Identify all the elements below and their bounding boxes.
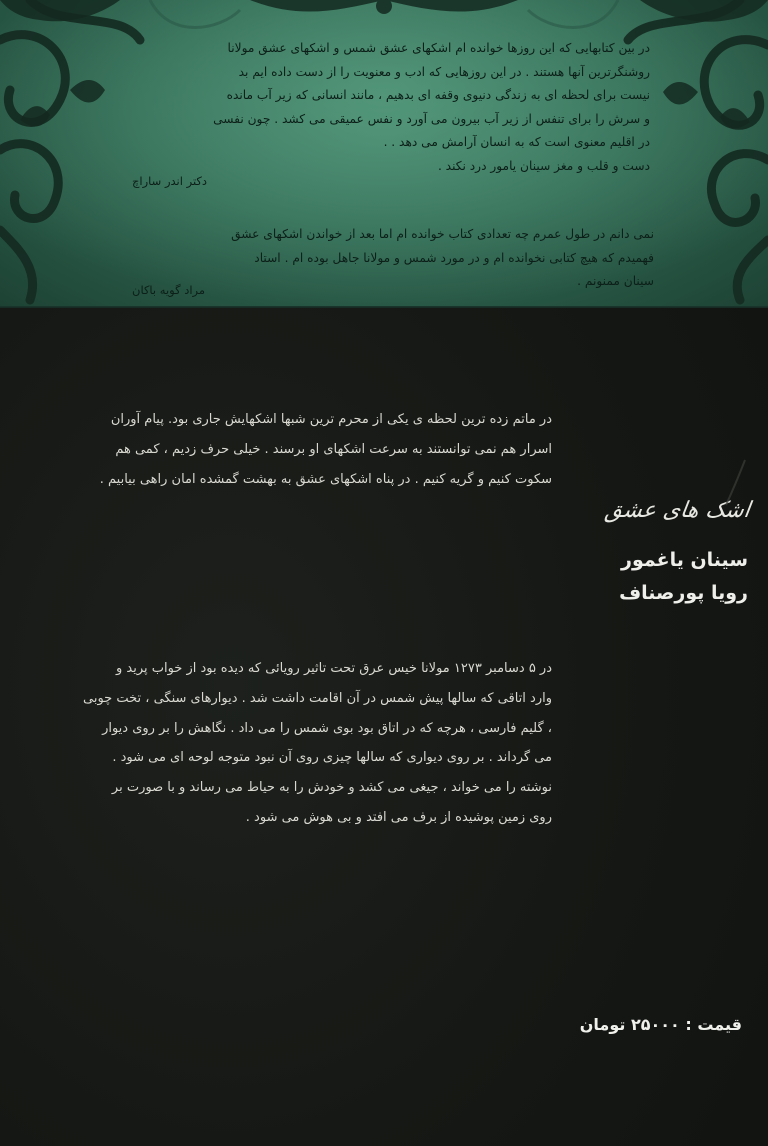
text-line: در ۵ دسامبر ۱۲۷۳ مولانا خیس عرق تحت تاثیر رویائی که دیده بود از خواب پرید و: [115, 661, 552, 676]
text-line: روشنگرترین آنها هستند . در این روزهایی که ادب و معنویت را از دست داده ایم بد: [238, 64, 650, 79]
translator-name: رویا پورصناف: [619, 582, 748, 604]
text-line: نیست برای لحظه ای به زندگی دنیوی وقفه ای بدهیم ، مانند انسانی که زیر آب مانده: [226, 88, 650, 103]
text-line: در اقلیم معنوی است که به انسان آرامش می دهد . .: [383, 135, 650, 150]
author-name: سینان یاغمور: [621, 549, 748, 571]
text-line: سینان ممنونم .: [577, 274, 654, 289]
reviewer-signature-2: مراد گویه باکان: [132, 283, 206, 297]
reviewer-signature-1: دکتر اندر ساراچ: [132, 174, 208, 188]
text-line: و سرش را برای تنفس از زیر آب بیرون می آورد و نفس عمیقی می کشد . چون نفسی: [213, 111, 650, 126]
book-title: اشک های عشق: [603, 498, 752, 523]
review-paragraph-1: [120, 37, 650, 179]
text-line: روی زمین پوشیده از برف می افتد و بی هوش می شود .: [245, 809, 552, 825]
text-line: اسرار هم نمی توانستند به سرعت اشکهای او برسند . خیلی حرف زدیم ، کمی هم: [115, 442, 552, 457]
text-line: سکوت کنیم و گریه کنیم . در پناه اشکهای عشق به بهشت گمشده امان راهی بیابیم .: [99, 472, 552, 487]
excerpt-paragraph: [24, 654, 552, 833]
text-line: فهمیدم که هیچ کتابی نخوانده ام و در مورد شمس و مولانا جاهل بوده ام . استاد: [254, 250, 654, 265]
text-line: نوشته را می خواند ، جیغی می کشد و خودش را به حیاط می رساند و با صورت بر: [111, 780, 552, 796]
text-line: نمی دانم در طول عمرم چه تعدادی کتاب خوانده ام اما بعد از خواندن اشکهای عشق: [231, 227, 654, 241]
text-line: در بین کتابهایی که این روزها خوانده ام اشکهای عشق شمس و اشکهای عشق مولانا: [227, 41, 650, 55]
text-line: وارد اتاقی که سالها پیش شمس در آن اقامت داشت شد . دیوارهای سنگی ، تخت چوبی: [83, 690, 552, 706]
text-line: ، گلیم فارسی ، هرچه که در اتاق بود بوی شمس را می داد . نگاهش را بر روی دیوار: [102, 720, 552, 736]
text-line: در ماتم زده ترین لحظه ی یکی از محرم ترین شبها اشکهایش جاری بود. پیام آوران: [110, 412, 552, 427]
text-line: دست و قلب و مغز سینان یامور درد نکند .: [437, 158, 650, 173]
blurb-paragraph: [24, 405, 552, 495]
price-label: قیمت : ۲۵۰۰۰ تومان: [579, 1015, 742, 1034]
band-edge: [0, 306, 768, 308]
text-line: می گرداند . بر روی دیواری که سالها چیزی روی آن نبود متوجه لوحه ای می شود .: [112, 750, 552, 766]
